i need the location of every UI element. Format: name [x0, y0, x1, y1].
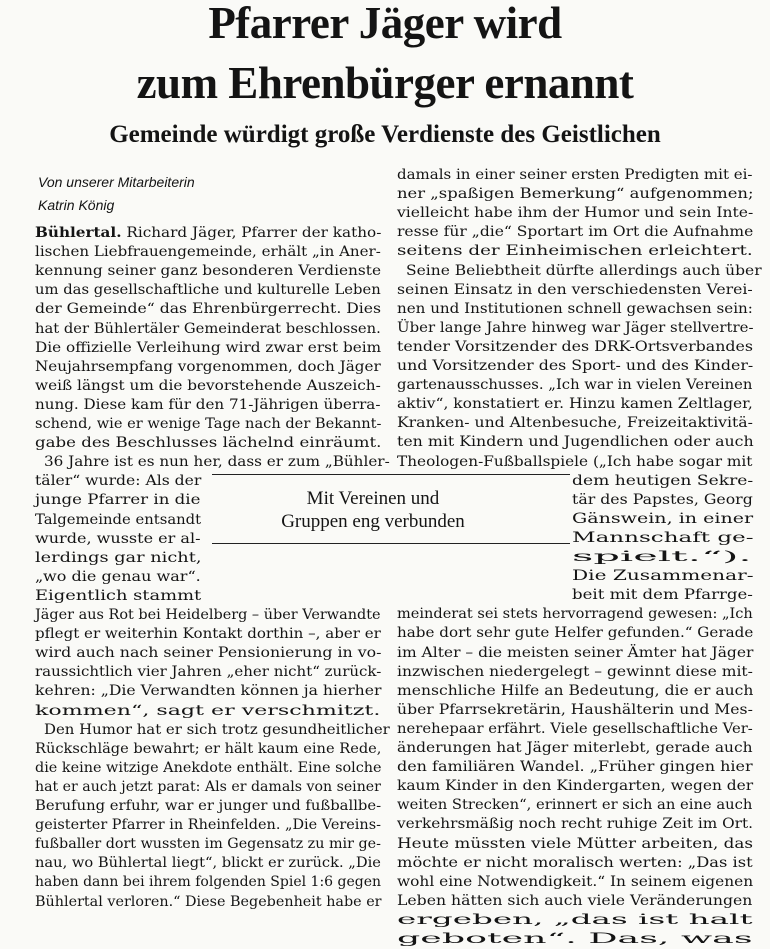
text-line: geboten“. Das, was	[397, 931, 753, 947]
subheadline: Gemeinde würdigt große Verdienste des Geistlichen	[109, 121, 661, 148]
text-line: seitens der Einheimischen erleichtert.	[397, 243, 753, 260]
text-line: im Alter – die meisten seiner Ämter hat Jäger	[397, 644, 754, 661]
text-line: spielt.“).	[572, 549, 752, 565]
byline-role: Von unserer Mitarbeiterin	[38, 174, 195, 190]
text-line: nung. Diese kam für den 71-Jährigen überra-	[35, 396, 381, 413]
text-line: hat er auch jetzt parat: Als er damals von seiner	[35, 778, 381, 795]
text-line: tär des Papstes, Georg	[572, 491, 753, 508]
text-line: raussichtlich vier Jahren „eher nicht“ zurück-	[35, 664, 382, 681]
text-line: Mannschaft ge-	[572, 529, 754, 546]
text-line: den familiären Wandel. „Früher gingen hier	[397, 759, 753, 776]
text-line: Talgemeinde entsandt	[35, 511, 202, 528]
text-line: Neujahrsempfang vorgenommen, doch Jäger	[35, 358, 381, 375]
text-line: Leben hätten sich auch viele Veränderungen	[397, 892, 753, 909]
pull-quote-bottom-rule	[212, 543, 570, 544]
text-line: kennung seiner ganz besonderen Verdienste	[35, 263, 382, 280]
text-line: der Gemeinde“ das Ehrenbürgerrecht. Dies	[35, 301, 382, 318]
text-line: Gänswein, in einer	[572, 510, 754, 527]
text-line: meinderat sei stets hervorragend gewesen: „Ich	[397, 606, 753, 623]
text-line: Jäger aus Rot bei Heidelberg – über Verwandte	[35, 607, 381, 623]
text-line: änderungen hat Jäger miterlebt, gerade auch	[397, 740, 753, 756]
text-line: inzwischen niedergelegt – gewinnt diese mit-	[397, 663, 753, 680]
text-line: Eigentlich stammt	[35, 587, 202, 604]
pull-quote-line-2: Gruppen eng verbunden	[281, 511, 465, 532]
text-line: nen und Institutionen schnell gewachsen sein:	[397, 300, 753, 317]
text-line: gabe des Beschlusses lächelnd einräumt.	[35, 435, 382, 452]
dateline: Bühlertal.	[35, 225, 122, 241]
text-line: Die Zusammenar-	[572, 568, 754, 585]
text-line: damals in einer seiner ersten Predigten mit ei-	[397, 167, 753, 183]
text-line: wohl eine Notwendigkeit.“ In seinem eigenen	[397, 873, 754, 890]
text-line: ergeben, „das ist halt	[397, 911, 753, 928]
text-line: kehren: „Die Verwandten können ja hierher	[35, 683, 382, 700]
text-line: habe dort sehr gute Helfer gefunden.“ Gerade	[397, 625, 754, 642]
text-line: tender Vorsitzender des DRK-Ortsverbandes	[397, 338, 754, 355]
text-line: junge Pfarrer in die	[35, 492, 201, 509]
text-line: menschliche Hilfe an Bedeutung, die er auch	[397, 682, 754, 699]
text-line: aktiv“, konstatiert er. Hinzu kamen Zeltlager,	[397, 396, 753, 413]
text-line: haben dann bei ihrem folgenden Spiel 1:6 gegen	[35, 874, 382, 891]
text-line: weiten Strecken“, erinnert er sich an eine auch	[397, 797, 753, 814]
text-line: geisterter Pfarrer in Rheinfelden. „Die Vereins-	[35, 817, 381, 834]
text-line: 36 Jahre ist es nun her, dass er zum „Bühler-	[44, 454, 390, 471]
text-line: Den Humor hat er sich trotz gesundheitlicher	[44, 721, 390, 738]
pull-quote-top-rule	[212, 474, 570, 475]
text-line: Bühlertal verloren.“ Diese Begebenheit habe er	[35, 893, 382, 910]
text-line: Die offizielle Verleihung wird zwar erst beim	[35, 339, 382, 356]
text-line: kommen“, sagt er verschmitzt.	[35, 702, 381, 719]
text-line: Rückschläge bewahrt; er hält kaum eine Rede,	[35, 740, 382, 757]
text-line: über Pfarrsekretärin, Haushälterin und Mes-	[397, 701, 753, 718]
text-line: ten mit Kindern und Jugendlichen oder auch	[397, 434, 754, 451]
text-line: Kranken- und Altenbesuche, Freizeitaktivitä-	[397, 415, 753, 432]
text-line: pflegt er weiterhin Kontakt dorthin –, aber er	[35, 626, 381, 643]
text-line: dem heutigen Sekre-	[572, 472, 754, 489]
text-line: beit mit dem Pfarrge-	[572, 587, 753, 604]
text-line: seinen Einsatz in den verschiedensten Verei-	[397, 281, 753, 298]
text-line: die keine witzige Anekdote enthält. Eine solche	[35, 759, 382, 776]
text-line-body: Richard Jäger, Pfarrer der katho-	[121, 225, 382, 241]
byline-author: Katrin König	[38, 197, 115, 213]
text-line: nau, wo Bühlertal liegt“, blickt er zurück. „Die	[35, 855, 381, 872]
text-line: wird auch nach seiner Pensionierung in vo-	[35, 645, 382, 662]
text-line: resse für „die“ Sportart im Ort die Aufnahme	[397, 224, 754, 241]
text-line: Seine Beliebtheit dürfte allerdings auch über	[406, 262, 762, 279]
text-line: schend, wie er wenige Tage nach der Bekannt-	[35, 416, 382, 432]
text-line: Heute müssten viele Mütter arbeiten, das	[397, 835, 754, 852]
text-line: möchte er nicht moralisch werten: „Das ist	[397, 854, 753, 871]
text-line: kaum Kinder in den Kindergarten, wegen der	[397, 778, 754, 795]
text-line: fußballer dort wussten im Gegensatz zu mir ge-	[35, 836, 381, 853]
text-line: lerdings gar nicht,	[35, 549, 202, 566]
text-line: gartenausschusses. „Ich war in vielen Vereinen	[397, 377, 753, 394]
text-line: verkehrsmäßig noch recht ruhige Zeit im Ort.	[397, 816, 753, 833]
text-line: ner „spaßigen Bemerkung“ aufgenommen;	[397, 186, 754, 203]
text-line: um das gesellschaftliche und kulturelle Leben	[35, 282, 381, 299]
text-line: nerehepaar erfährt. Viele gesellschaftliche Ver-	[397, 720, 753, 737]
text-line: lischen Liebfrauengemeinde, erhält „in Aner-	[35, 244, 381, 261]
text-line: täler“ wurde: Als der	[35, 473, 202, 490]
text-line: weiß längst um die bevorstehende Auszeich-	[35, 377, 381, 394]
pull-quote-line-1: Mit Vereinen und	[306, 488, 440, 509]
text-line: hat der Bühlertäler Gemeinderat beschlossen.	[35, 320, 381, 337]
text-line: Berufung erfuhr, war er junger und fußballbe-	[35, 798, 382, 814]
text-line: Über lange Jahre hinweg war Jäger stellvertre-	[397, 319, 754, 336]
text-line: vielleicht habe ihm der Humor und sein Inte-	[397, 205, 754, 222]
text-line: Theologen-Fußballspiele („Ich habe sogar mit	[397, 453, 753, 470]
text-line	[35, 224, 381, 243]
text-line: und Vorsitzender des Sport- und des Kinder-	[397, 358, 754, 374]
text-line: „wo die genau war“.	[35, 568, 201, 585]
headline-line-2: zum Ehrenbürger ernannt	[136, 58, 634, 108]
text-line: wurde, wusste er al-	[35, 530, 201, 547]
headline-line-1: Pfarrer Jäger wird	[208, 0, 562, 48]
